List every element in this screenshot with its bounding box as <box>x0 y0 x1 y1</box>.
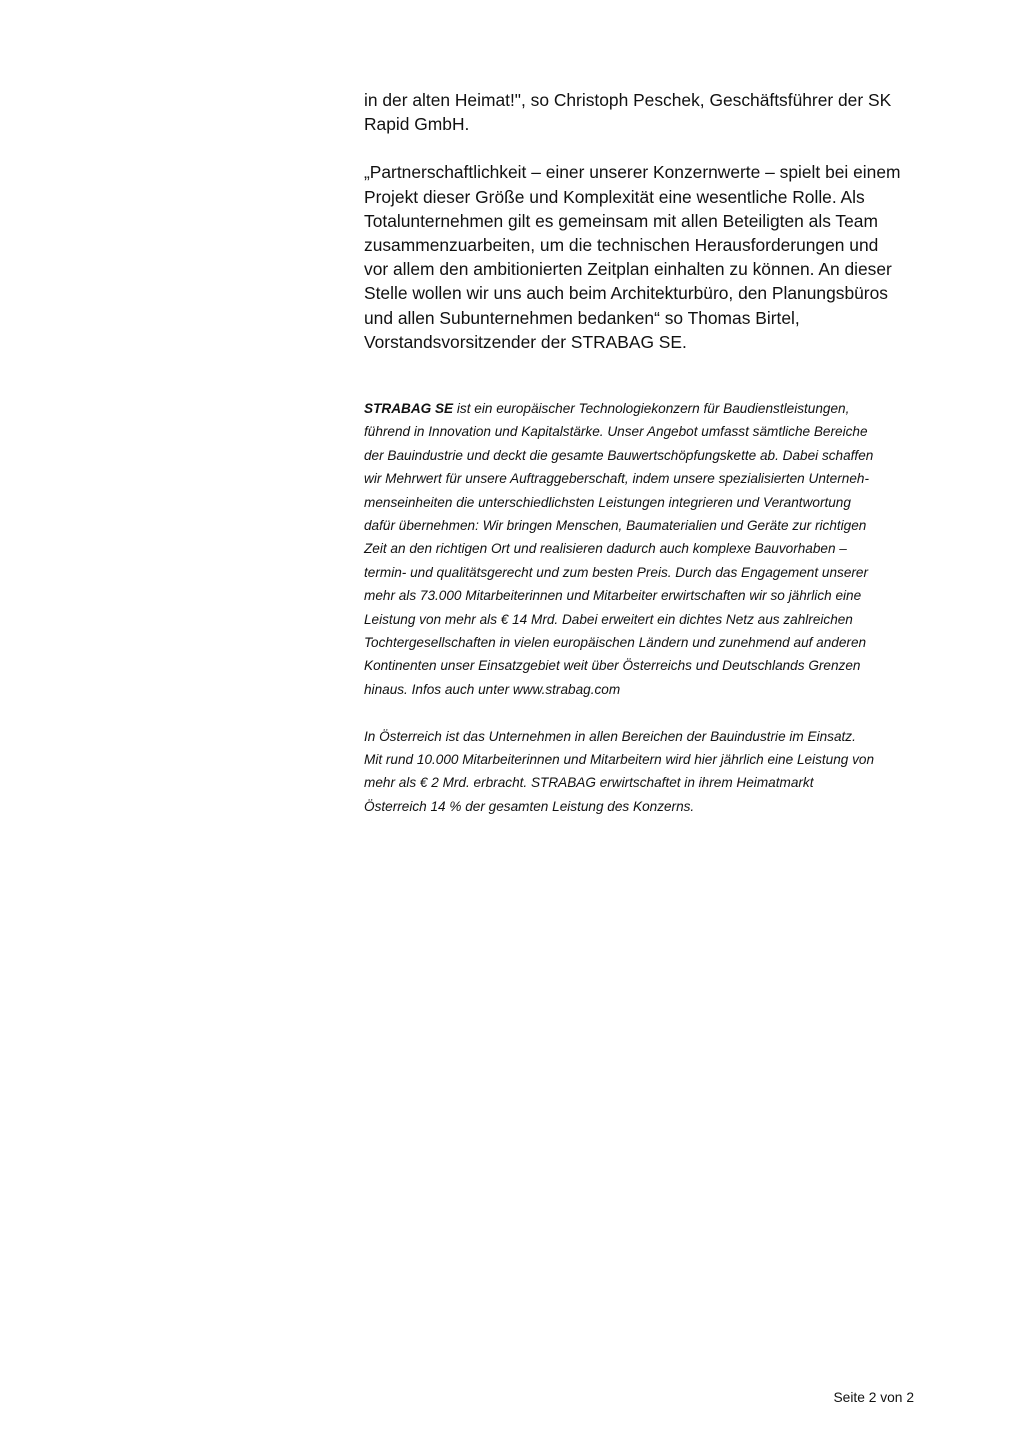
text-line: Rapid GmbH. <box>364 114 470 135</box>
text-line: hinaus. Infos auch unter www.strabag.com <box>364 681 621 697</box>
company-name: STRABAG SE <box>364 401 454 416</box>
text-line: mehr als € 2 Mrd. erbracht. STRABAG erwirtschaftet in ihrem Heimatmarkt <box>364 775 814 791</box>
birtel-quote-paragraph <box>364 160 954 354</box>
text-line: der Bauindustrie und deckt die gesamte Bauwertschöpfungskette ab. Dabei schaffen <box>364 447 874 463</box>
text-line: dafür übernehmen: Wir bringen Menschen, Baumaterialien und Geräte zur richtigen <box>364 518 867 534</box>
text-line: termin- und qualitätsgerecht und zum besten Preis. Durch das Engagement unserer <box>364 564 868 580</box>
paragraph-spacer <box>364 701 954 724</box>
text-line: Stelle wollen wir uns auch beim Architekturbüro, den Planungsbüros <box>364 283 888 304</box>
page-number: Seite 2 von 2 <box>833 1390 914 1405</box>
text-line: „Partnerschaftlichkeit – einer unserer Konzernwerte – spielt bei einem <box>364 162 901 183</box>
text-line: mehr als 73.000 Mitarbeiterinnen und Mitarbeiter erwirtschaften wir so jährlich eine <box>364 588 862 604</box>
austria-paragraph <box>364 725 954 819</box>
text-line: führend in Innovation und Kapitalstärke. Unser Angebot umfasst sämtliche Bereiche <box>364 424 868 440</box>
paragraph-spacer <box>364 136 954 160</box>
text-line: zusammenzuarbeiten, um die technischen Herausforderungen und <box>364 235 879 256</box>
text-line: wir Mehrwert für unsere Auftraggeberschaft, indem unsere spezialisierten Unterneh- <box>364 471 869 487</box>
first-line-rest: ist ein europäischer Technologiekonzern für Baudienstleistungen, <box>453 401 850 416</box>
text-line: Mit rund 10.000 Mitarbeiterinnen und Mitarbeitern wird hier jährlich eine Leistung von <box>364 752 875 768</box>
text-line: Tochtergesellschaften in vielen europäischen Ländern und zunehmend auf anderen <box>364 635 867 651</box>
quote-continuation-paragraph <box>364 88 954 136</box>
text-line: Kontinenten unser Einsatzgebiet weit über Österreichs und Deutschlands Grenzen <box>364 658 861 674</box>
text-line: Leistung von mehr als € 14 Mrd. Dabei erweitert ein dichtes Netz aus zahlreichen <box>364 611 853 627</box>
text-line: vor allem den ambitionierten Zeitplan einhalten zu können. An dieser <box>364 259 892 280</box>
boilerplate-paragraph <box>364 397 954 701</box>
company-boilerplate <box>364 397 954 818</box>
text-line: Totalunternehmen gilt es gemeinsam mit allen Beteiligten als Team <box>364 210 878 231</box>
text-line: menseinheiten die unterschiedlichsten Leistungen integrieren und Verantwortung <box>364 494 851 510</box>
text-line: Österreich 14 % der gesamten Leistung des Konzerns. <box>364 798 695 814</box>
text-line: Projekt dieser Größe und Komplexität eine wesentliche Rolle. Als <box>364 186 865 207</box>
text-line <box>364 397 954 420</box>
text-line: Zeit an den richtigen Ort und realisieren dadurch auch komplexe Bauvorhaben – <box>364 541 847 557</box>
text-line: Vorstandsvorsitzender der STRABAG SE. <box>364 331 687 352</box>
text-line: In Österreich ist das Unternehmen in allen Bereichen der Bauindustrie im Einsatz. <box>364 728 856 744</box>
press-release-body <box>364 88 954 354</box>
text-line: und allen Subunternehmen bedanken“ so Thomas Birtel, <box>364 307 800 328</box>
text-line: in der alten Heimat!", so Christoph Peschek, Geschäftsführer der SK <box>364 90 892 110</box>
